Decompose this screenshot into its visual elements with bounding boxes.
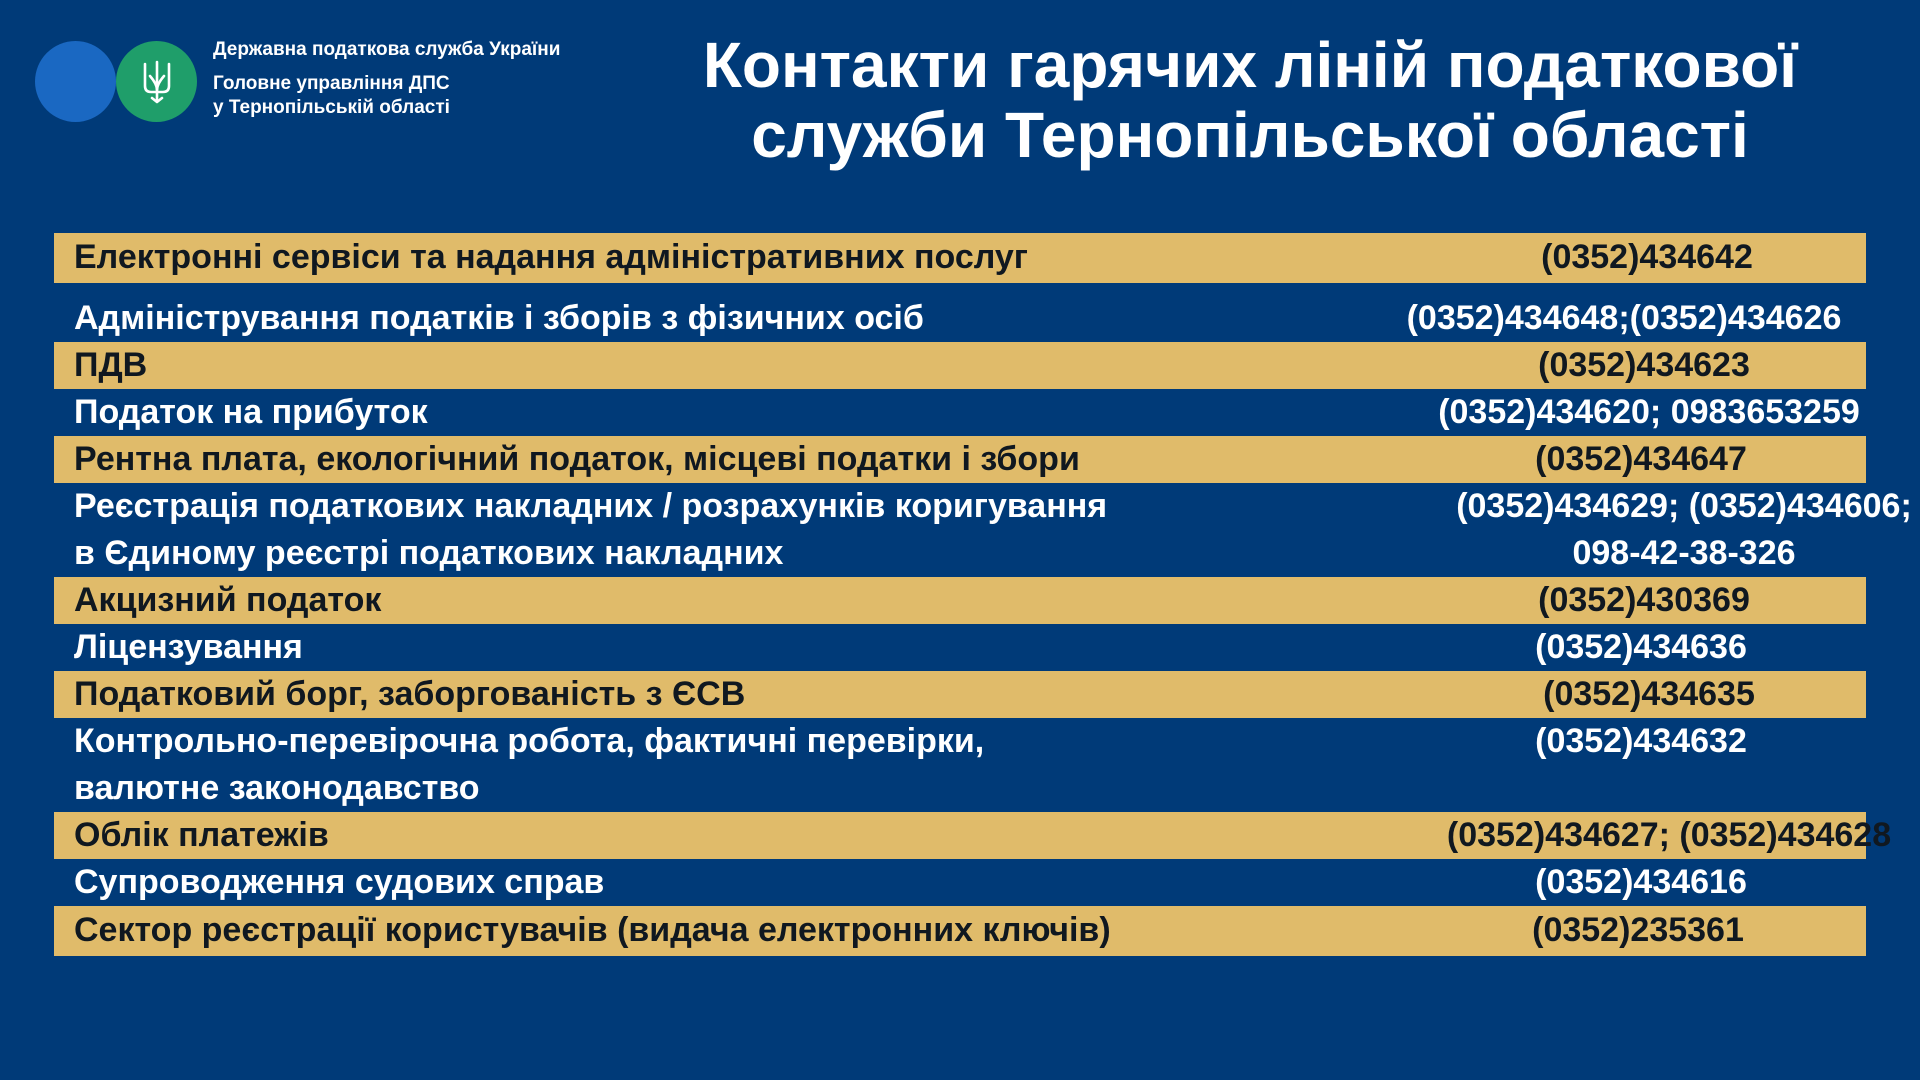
contact-row [54, 624, 1866, 671]
contact-name [74, 671, 745, 718]
contact-row [54, 483, 1912, 577]
contact-name-line: в Єдиному реєстрі податкових накладних [74, 534, 784, 572]
contact-row [54, 859, 1866, 906]
contact-name [74, 624, 303, 671]
contact-phone-line: (0352)434632 [1535, 722, 1747, 760]
contact-row [54, 233, 1866, 283]
contact-phone-line: (0352)434620; 0983653259 [1438, 393, 1860, 431]
contact-phone [1359, 671, 1920, 718]
contact-phone-line: (0352)434647 [1535, 440, 1747, 478]
contact-row [54, 718, 1866, 812]
contact-phone-line: (0352)434629; (0352)434606; [1456, 487, 1912, 525]
contact-phone-line: (0352)434636 [1535, 628, 1747, 666]
contact-name [74, 342, 147, 389]
contact-phone [1351, 436, 1920, 483]
contact-row [54, 389, 1866, 436]
header [0, 0, 1920, 200]
contact-phone-line: (0352)430369 [1538, 581, 1750, 619]
contact-phone [1379, 812, 1920, 859]
contact-name-line: Контрольно-перевірочна робота, фактичні перевірки, [74, 722, 985, 760]
contact-name-line: Електронні сервіси та надання адміністративних послуг [74, 238, 1028, 276]
contact-name [74, 389, 428, 436]
contact-phone [1348, 907, 1920, 954]
contact-row [54, 812, 1892, 859]
contact-name-line: Податок на прибуток [74, 393, 428, 431]
contact-phone-line: 098-42-38-326 [1572, 534, 1796, 572]
contact-name-line: валютне законодавство [74, 769, 480, 807]
org-line-2: Головне управління ДПС [213, 73, 450, 94]
contact-phone [1351, 859, 1920, 906]
contact-name-line: Акцизний податок [74, 581, 382, 619]
contact-phone-line: (0352)235361 [1532, 911, 1744, 949]
contact-row [54, 342, 1866, 389]
contact-name [74, 859, 604, 906]
contact-name [74, 295, 924, 342]
contact-name-line: Супроводження судових справ [74, 863, 605, 901]
contact-name-line: Адміністрування податків і зборів з фізичних осіб [74, 299, 924, 337]
logo-green-circle [116, 41, 197, 122]
contact-name [74, 234, 1028, 281]
contact-name [74, 436, 1080, 483]
contact-row [54, 436, 1866, 483]
contact-row [54, 671, 1866, 718]
org-line-1: Державна податкова служба України [213, 39, 561, 60]
contact-name [74, 483, 1107, 577]
contact-name-line: Облік платежів [74, 816, 329, 854]
contact-phone [1359, 389, 1920, 436]
contact-row [54, 577, 1866, 624]
title-line-1: Контакти гарячих ліній податкової [702, 29, 1798, 101]
contact-phone [1354, 342, 1920, 389]
contact-phone [1351, 718, 1920, 765]
contact-phone [1394, 483, 1920, 577]
contact-name-line: Податковий борг, заборгованість з ЄСВ [74, 675, 746, 713]
contact-row [54, 906, 1866, 956]
contact-phone [1351, 624, 1920, 671]
contact-phone-line: (0352)434627; (0352)434628 [1446, 816, 1892, 854]
contact-name-line: Сектор реєстрації користувачів (видача електронних ключів) [74, 911, 1111, 949]
contact-name-line: ПДВ [74, 346, 148, 384]
contact-name-line: Ліцензування [74, 628, 303, 666]
title-line-2: служби Тернопільської області [751, 99, 1749, 171]
contact-name [74, 718, 984, 812]
page-title [600, 30, 1900, 170]
organization-name [213, 38, 560, 120]
contact-name [74, 812, 329, 859]
trident-icon [140, 60, 174, 104]
contact-name [74, 907, 1111, 954]
contact-name-line: Рентна плата, екологічний податок, місцеві податки і збори [74, 440, 1080, 478]
org-line-3: у Тернопільській області [213, 97, 450, 118]
contact-name [74, 577, 381, 624]
contact-phone [1354, 577, 1920, 624]
contact-phone [1357, 234, 1920, 281]
contact-phone-line: (0352)434642 [1541, 238, 1753, 276]
contact-phone-line: (0352)434623 [1538, 346, 1750, 384]
contact-phone-line: (0352)434635 [1543, 675, 1755, 713]
contact-name-line: Реєстрація податкових накладних / розрахунків коригування [74, 487, 1108, 525]
contact-phone-line: (0352)434616 [1535, 863, 1747, 901]
contact-phone [1334, 295, 1914, 342]
contact-row [54, 295, 1866, 342]
logo-blue-circle [35, 41, 116, 122]
contact-phone-line: (0352)434648;(0352)434626 [1406, 299, 1842, 337]
